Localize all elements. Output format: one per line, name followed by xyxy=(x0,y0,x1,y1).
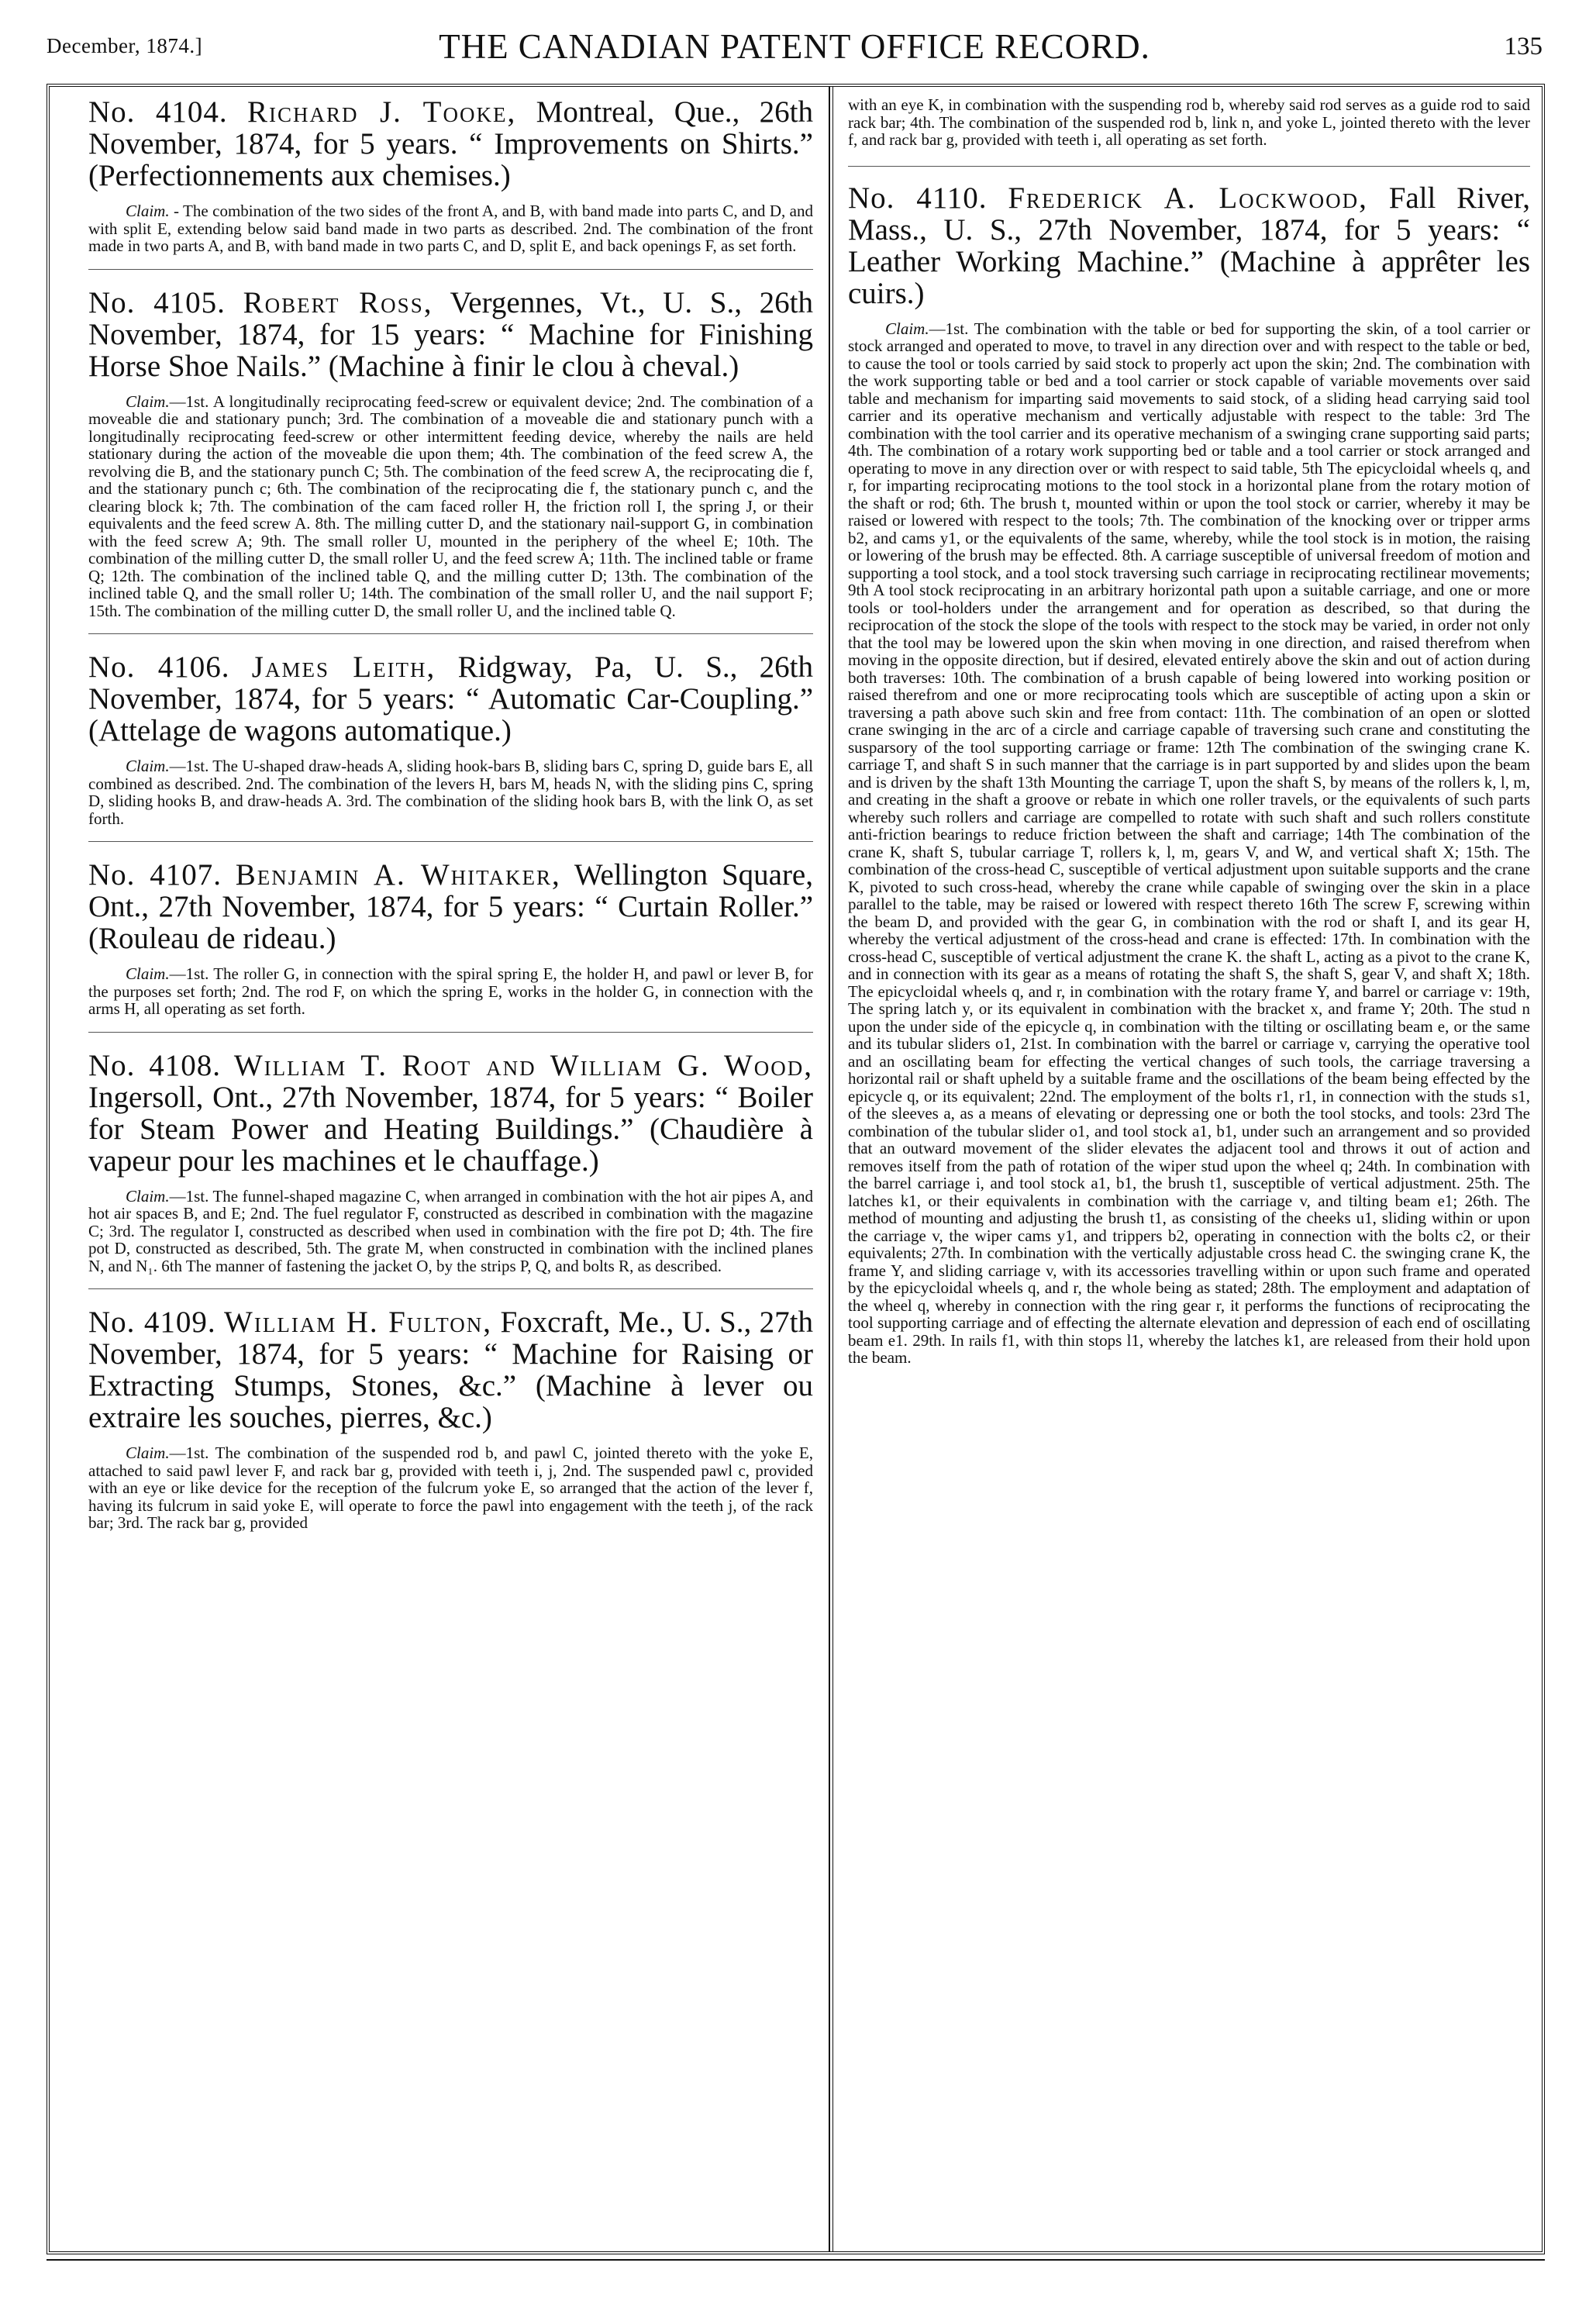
claim-body: - The combination of the two sides of the front A, and B, with band made into parts C, and D, and with split E, extending below said band made in two parts as described. 2nd. The combination of the front made in two parts A, and B, with band made in two parts C, and D, split E, and back openings F, as set forth. xyxy=(88,202,813,255)
patent-number: No. 4108. xyxy=(88,1048,222,1082)
header-date: December, 1874.] xyxy=(47,34,203,57)
patent-entry-4108 xyxy=(88,1050,813,1290)
inventor-name: James Leith, xyxy=(251,650,436,684)
entry-details: Fall River, Mass., U. S., 27th November, 1874, for 5 years: “ Leather Working Machine.” (Machine à apprêter les cuirs.) xyxy=(848,181,1530,310)
claim-body: —1st. The funnel-shaped magazine C, when arranged in combination with the hot air pipes A, and hot air spaces B, and E; 2nd. The fuel regulator F, constructed as described in combination with the magazine C; 3rd. The regulator I, constructed as described when used in combination with the fire pot D; 4th. The fire pot D, constructed as described, 5th. The grate M, when constructed in combination with the inclined planes N, and N₁. 6th The manner of fastening the jacket O, by the strips P, Q, and bolts R, as described. xyxy=(88,1186,813,1275)
entry-details: Ingersoll, Ont., 27th November, 1874, for 5 years: “ Boiler for Steam Power and Heating Buildings.” (Chaudière à vapeur pour les machines et le chauffage.) xyxy=(88,1080,813,1178)
patent-number: No. 4107. xyxy=(88,858,222,892)
patent-entry-4105 xyxy=(88,287,813,635)
column-divider-inner xyxy=(832,87,833,2251)
claim-text xyxy=(88,202,813,255)
entry-heading xyxy=(88,287,813,382)
right-column xyxy=(848,96,1530,2244)
claim-body: —1st. A longitudinally reciprocating feed-screw or equivalent device; 2nd. The combination of a moveable die and stationary punch; 3rd. The combination of a moveable die and stationary punch with a longitudinally reciprocating feed-screw or other intermittent feeding device, whereby the nails are held stationary during the action of the moveable die upon them; 4th. The combination of the feed screw A, the revolving die B, and the stationary punch C; 5th. The combination of the feed screw A, the reciprocating die f, and the stationary punch c; 6th. The combination of the reciprocating die f, the stationary punch c, and the clearing block k; 7th. The combination of the cam faced roller H, the friction roll I, the spring J, or their equivalents and the feed screw A. 8th. The milling cutter D, and the stationary nail-support G, in combination with the feed screw A; 9th. The small roller U, mounted in the periphery of the wheel E; 10th. The combination of the milling cutter D, the small roller U, and the feed screw A; 11th. The inclined table or frame Q; 12th. The combination of the inclined table Q, and the milling cutter D; 13th. The combination of the inclined table Q, and the small roller U; 14th. The combination of the small roller U, and the nail support F; 15th. The combination of the milling cutter D, the small roller U, and the inclined table Q. xyxy=(88,392,813,620)
patent-entry-4109 xyxy=(88,1306,813,1532)
patent-number: No. 4104. xyxy=(88,96,228,129)
patent-entry-4104 xyxy=(88,96,813,270)
claim-text xyxy=(88,1188,813,1275)
entry-divider xyxy=(88,841,813,842)
column-divider xyxy=(829,87,830,2251)
inventor-name: William T. Root and William G. Wood, xyxy=(233,1048,813,1082)
claim-label: Claim. xyxy=(126,1444,170,1462)
entry-heading xyxy=(88,1050,813,1177)
entry-heading xyxy=(88,1306,813,1433)
entry-divider xyxy=(88,633,813,634)
claim-label: Claim. xyxy=(126,964,170,983)
claim-label: Claim. xyxy=(126,757,170,775)
header-title: THE CANADIAN PATENT OFFICE RECORD. xyxy=(439,27,1150,66)
running-header xyxy=(47,26,1543,73)
entry-heading xyxy=(88,859,813,954)
claim-body: —1st. The combination with the table or bed for supporting the skin, of a tool carrier or stock arranged and operated to move, to travel in any direction over and with respect to the table or bed, to cause the tool or tools carried by said stock to properly act upon the skin; 2nd. The combination with the work supporting table or bed and a tool carrier or stock capable of variable movements over said table and mechanism for imparting said movements to said stock, of a sliding head carrying said tool carrier and its operative mechanism and vertically adjustable with respect to the table: 3rd The combination with the tool carrier and its operative mechanism of a swinging crane supporting said parts; 4th. The combination of a rotary work supporting bed or table and a tool carrier or stock arranged and operating to move in any direction over or with respect to said table, 5th The epicycloidal wheels q, and r, for imparting reciprocating motions to the tool stock in a horizontal plane from the rotary motion of the shaft or rod; 6th. The brush t, mounted within or upon the tool stock or carrier, whereby it may be raised or lowered with respect to the tools; 7th. The combination of the knocking over or tripper arms b2, and cams y1, or the equivalents of the same, whereby, while the tool stock is in motion, the raising or lowering of the brush may be effected. 8th. A carriage susceptible of universal freedom of motion and supporting a tool stock, and a tool stock traversing such carriage in reciprocating rectilinear movements; 9th A tool stock reciprocating in an arbitrary horizontal path upon a suitable carriage, and one or more tools or tool-holders under the arrangement and for operation as described, so that during the reciprocation of the stock the slope of the tools with respect to the stock may be varied, in order not only that the tool may be lowered upon the skin when moving in one direction, and raised therefrom when moving in the opposite direction, but if desired, elevated entirely above the skin and out of action during both traverses: 10th. The combination of a brush capable of being lowered into working position or raised therefrom and one or more reciprocating tools which are susceptible of acting upon a skin or traversing a path above such skin and free from contact: 11th. The combination of an open or slotted crane swinging in the arc of a circle and carriage capable of traversing such crane and constituting the susparsory of the tool supporting carriage or frame: 12th The combination of the swinging crane K. carriage T, and shaft S in such manner that the carriage is in part supported by and slides upon the beam and is driven by the shaft 13th Mounting the carriage T, upon the shaft S, by means of the rollers k, l, m, and creating in the shaft a groove or rebate in which one roller travels, or the equivalents of such parts whereby such rollers and carriage are compelled to rotate with such shaft and such rollers constitute anti-friction bearings to reduce friction between the shaft and carriage; 14th The combination of the crane K, shaft S, tubular carriage T, rollers k, l, m, gears V, and W, and vertical shaft X; 15th. The combination of the cross-head C, susceptible of vertical adjustment upon suitable supports and the crane K, pivoted to such cross-head, whereby the crane while capable of swinging over the skin in a place parallel to the table, may be raised or lowered with respect thereto 16th The screw F, screwing within the beam D, and provided with the gear G, in combination with the rod or shaft I, and its gear H, whereby the vertical adjustment of the cross-head and crane is effected: 17th. In combination with the cross-head C, susceptible of vertical adjustment the crane K. the shaft L, acting as a pivot to the crane K, and in connection with its gear as a means of rotating the shaft S, the shaft S, gear V, and shaft X; 18th. The epicycloidal wheels q, and r, in combination with the rotary frame Y, and barrel or carriage v: 19th, The spring latch y, or its equivalent in combination with the bracket x, and frame Y; 20th. The stud n upon the under side of the epicycle q, in combination with the tilting or oscillating beam e, or the same and its tubular sliders o1, 21st. In combination with the barrel or carriage v, carrying the operative tool and an oscillating beam for effecting the vertical changes of such tools, the carriage traversing a horizontal rail or shaft upheld by a suitable frame and the oscillations of the beam being effected by the epicycle q, or its equivalent; 22nd. The employment of the bolts r1, r1, in connection with the studs s1, of the sleeves a, as a means of elevating or depressing one or both the tool stocks, and tools: 23rd The combination of the tubular slider o1, and tool stock a1, b1, under such an arrangement and so provided that an outward movement of the slider elevates the adjacent tool and throws it out of action and removes itself from the path of rotation of the wiper stud upon the wheel q; 24th. In combination with the barrel carriage i, and tool stock a1, b1, the brush t1, susceptible of vertical adjustment. 25th. The latches k1, or their equivalents in combination with the carriage v, and tilting beam e1; 26th. The method of mounting and adjusting the brush t1, as consisting of the cheeks u1, sliding within or upon the carriage v, the wiper cams y1, and trippers b2, operating in connection with the bolts c2, or their equivalents; 27th. In combination with the vertically adjustable cross head C. the swinging crane K, the frame Y, and sliding carriage v, with its accessories travelling within or upon such frame and operated by the epicycloidal wheels q, and r, the whole being as stated; 28th. The employment and adaptation of the wheel q, whereby in connection with the ring gear r, it performs the functions of reciprocating the tool supporting carriage and of effecting the alternate elevation and depression of each end of oscillating beam e1. 29th. In rails f1, with thin stops l1, whereby the latches k1, are released from their hold upon the beam. xyxy=(848,319,1530,1367)
inventor-name: Richard J. Tooke, xyxy=(247,96,517,129)
patent-number: No. 4105. xyxy=(88,285,226,319)
patent-entry-4106 xyxy=(88,651,813,842)
entry-divider xyxy=(88,269,813,270)
left-column xyxy=(88,96,813,2244)
entry-heading xyxy=(88,96,813,191)
entry-details: Ridgway, Pa, U. S., 26th November, 1874, for 5 years: “ Automatic Car-Coupling.” (Attelage de wagons automatique.) xyxy=(88,650,813,747)
patent-entry-4107 xyxy=(88,859,813,1033)
entry-details: Vergennes, Vt., U. S., 26th November, 1874, for 15 years: “ Machine for Finishing Horse Shoe Nails.” (Machine à finir le clou à cheval.) xyxy=(88,285,813,383)
claim-label: Claim. xyxy=(126,1186,170,1206)
claim-label: Claim. xyxy=(885,319,929,338)
entry-details: Wellington Square, Ont., 27th November, 1874, for 5 years: “ Curtain Roller.” (Rouleau de rideau.) xyxy=(88,858,813,955)
page-frame xyxy=(47,84,1545,2254)
claim-body: —1st. The roller G, in connection with the spiral spring E, the holder H, and pawl or lever B, for the purposes set forth; 2nd. The rod F, on which the spring E, works in the holder G, in connection with the arms H, all operating as set forth. xyxy=(88,964,813,1018)
claim-label: Claim. xyxy=(126,392,170,411)
patent-number: No. 4106. xyxy=(88,650,230,684)
claim-text xyxy=(88,965,813,1018)
entry-heading xyxy=(848,182,1530,309)
inventor-name: Benjamin A. Whitaker, xyxy=(235,858,561,892)
claim-body: —1st. The combination of the suspended rod b, and pawl C, jointed thereto with the yoke E, attached to said pawl lever F, and rack bar g, provided with teeth i, j, 2nd. The suspended pawl c, provided with an eye or like device for the reception of the fulcrum yoke E, so arranged that the action of the lever f, having its fulcrum in said yoke E, will operate to force the pawl into engagement with the teeth j, of the rack bar; 3rd. The rack bar g, provided xyxy=(88,1444,813,1532)
claim-text xyxy=(88,757,813,827)
bottom-rule xyxy=(47,2259,1545,2261)
inventor-name: Robert Ross, xyxy=(243,285,433,319)
entry-details: Montreal, Que., 26th November, 1874, for 5 years. “ Improvements on Shirts.” (Perfectionnements aux chemises.) xyxy=(88,96,813,192)
claim-body: —1st. The U-shaped draw-heads A, sliding hook-bars B, sliding bars C, spring D, guide bars E, all combined as described. 2nd. The combination of the levers H, bars M, heads N, with the sliding pins C, spring D, sliding hooks B, and draw-heads A. 3rd. The combination of the sliding hook bars B, with the link O, as set forth. xyxy=(88,757,813,828)
claim-text xyxy=(88,393,813,620)
entry-divider xyxy=(88,1288,813,1289)
continued-claim-text: with an eye K, in combination with the suspending rod b, whereby said rod serves as a guide rod to said rack bar; 4th. The combination of the suspended rod b, link n, and yoke L, jointed thereto with the lever f, and rack bar g, provided with teeth i, all operating as set forth. xyxy=(848,96,1530,149)
patent-number: No. 4110. xyxy=(848,181,988,215)
entry-details: Foxcraft, Me., U. S., 27th November, 1874, for 5 years: “ Machine for Raising or Extracting Stumps, Stones, &c.” (Machine à lever ou extraire les souches, pierres, &c.) xyxy=(88,1306,813,1434)
patent-entry-4110 xyxy=(848,182,1530,1367)
entry-heading xyxy=(88,651,813,747)
patent-number: No. 4109. xyxy=(88,1306,216,1339)
entry-divider xyxy=(88,1032,813,1033)
claim-text xyxy=(88,1444,813,1532)
claim-label: Claim. xyxy=(126,202,170,220)
inventor-name: Frederick A. Lockwood, xyxy=(1008,181,1368,215)
claim-text xyxy=(848,320,1530,1367)
entry-divider xyxy=(848,166,1530,167)
inventor-name: William H. Fulton, xyxy=(224,1306,493,1339)
page-number: 135 xyxy=(1504,33,1543,60)
